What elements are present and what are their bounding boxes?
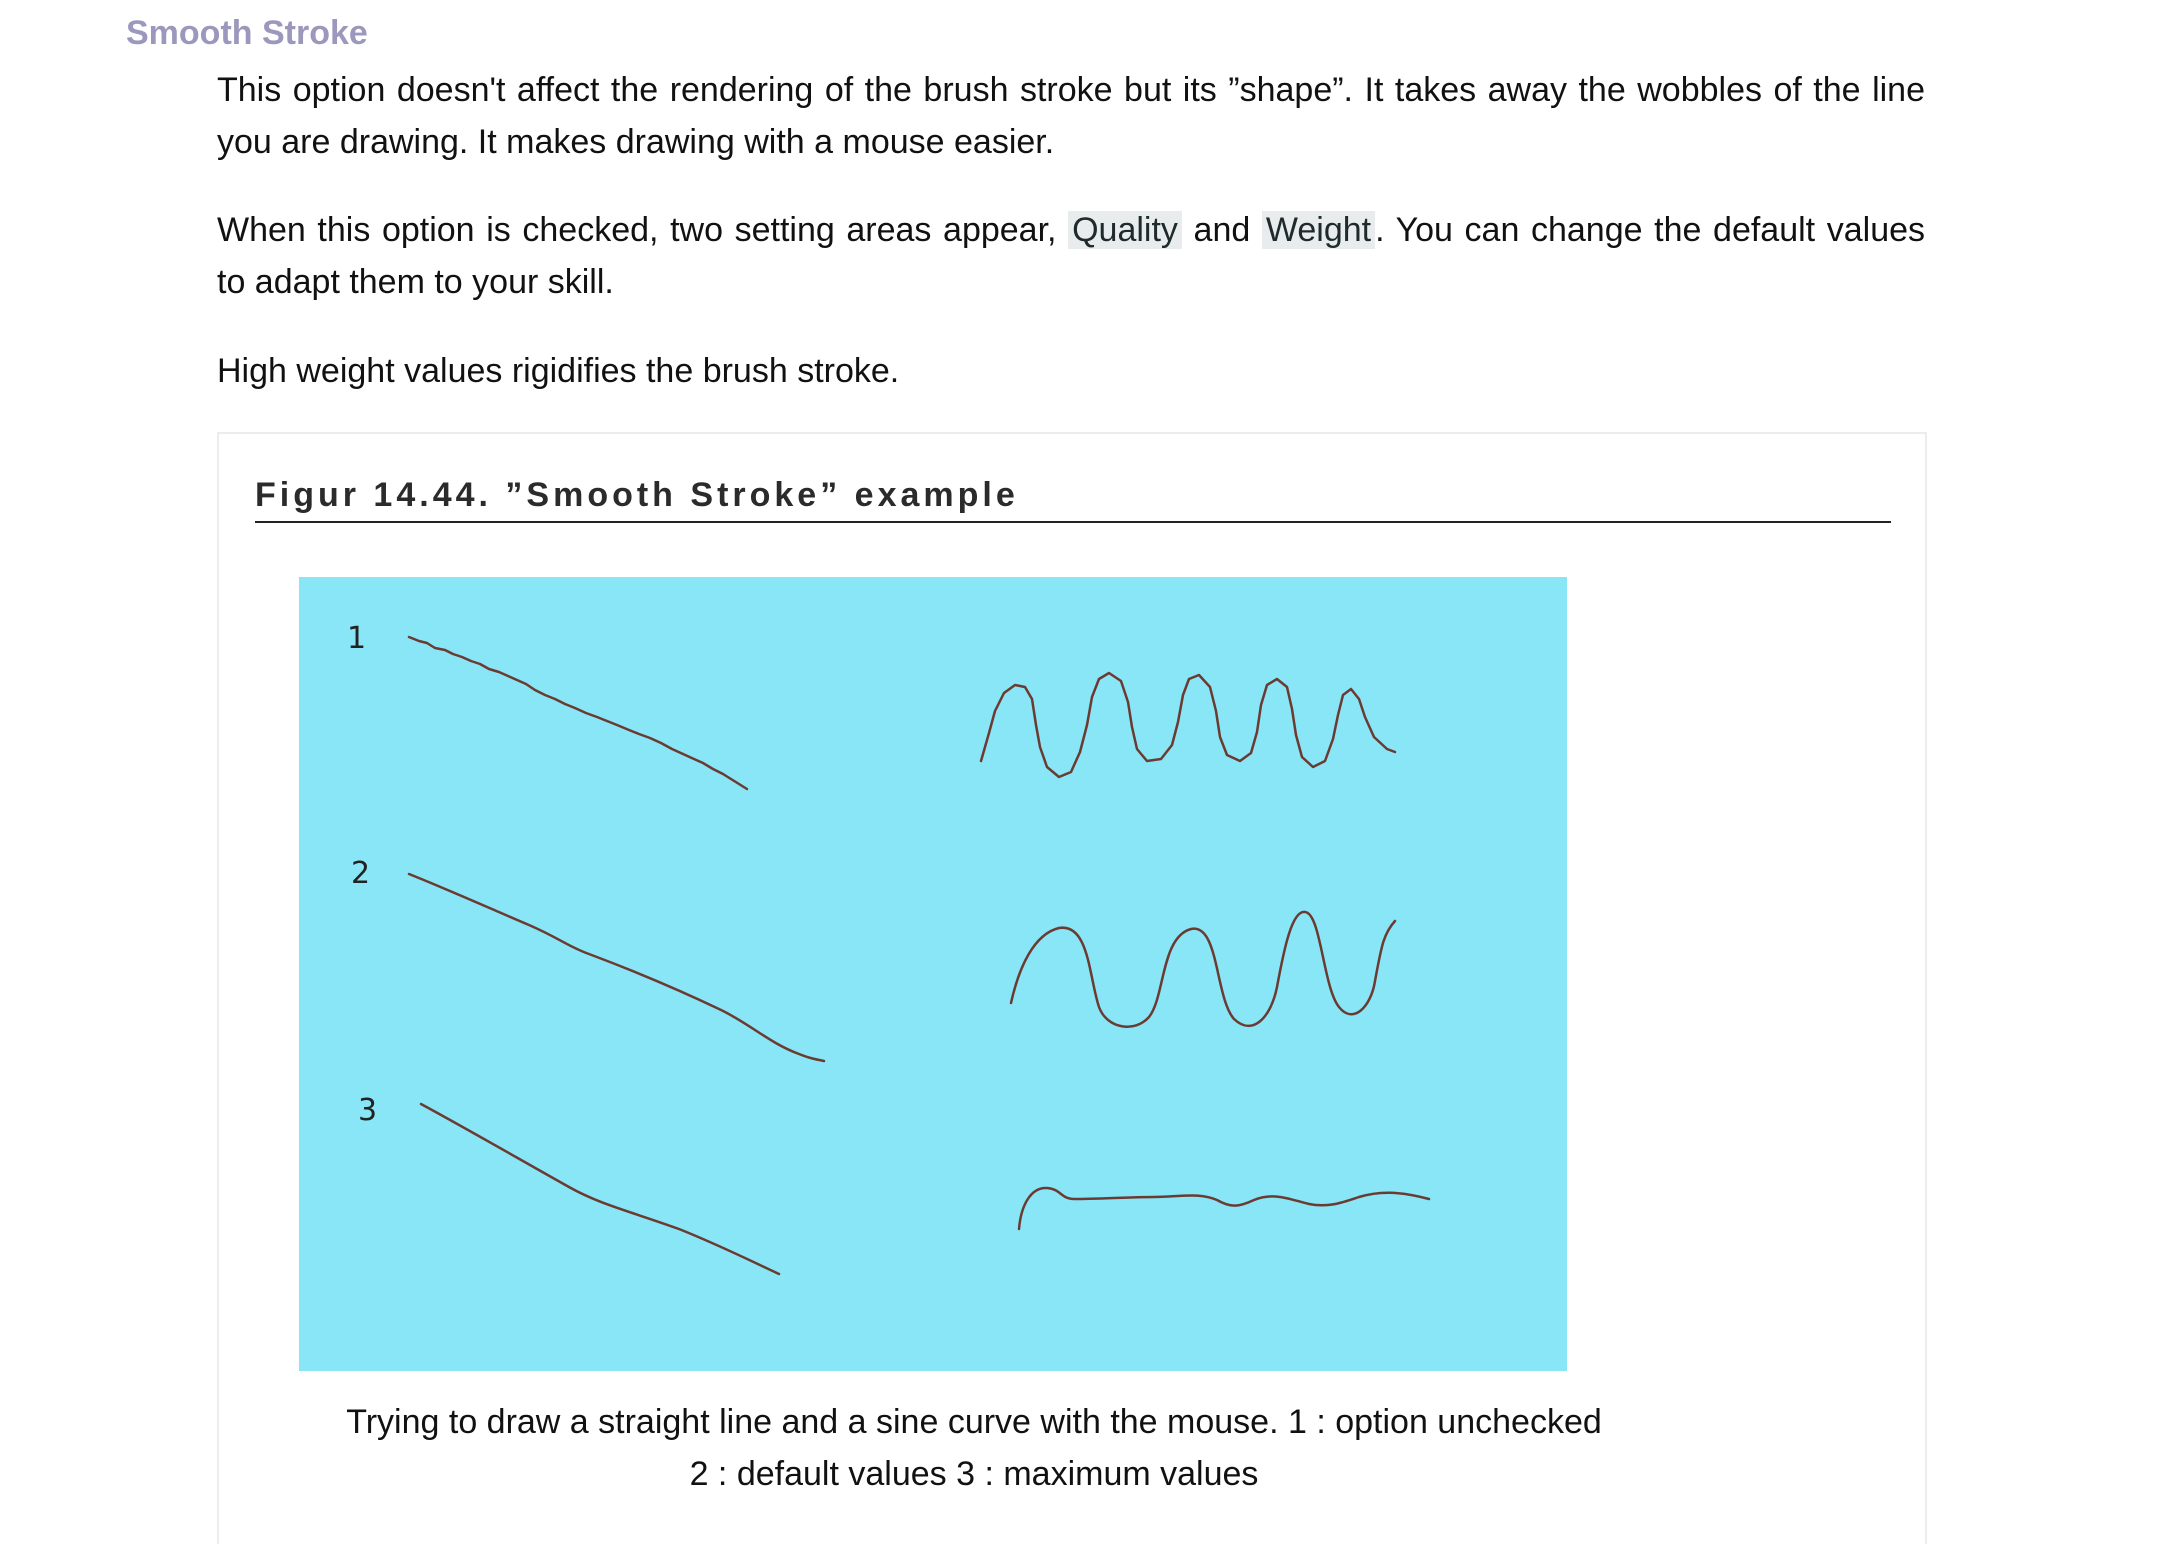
settings-text-after: . You can change the default values to adapt them to your skill. (217, 211, 1926, 301)
section-title: Smooth Stroke (126, 14, 368, 52)
stroke-row3-line (421, 1104, 779, 1274)
stroke-row2-sine (1011, 912, 1395, 1027)
figure-title: Figur 14.44. ”Smooth Stroke” example (255, 476, 1891, 523)
weight-gui-label: Weight (1262, 211, 1375, 249)
smooth-stroke-example-image (299, 577, 1567, 1371)
strokes-drawing (299, 577, 1567, 1371)
settings-paragraph (217, 204, 1925, 308)
quality-gui-label: Quality (1068, 211, 1182, 249)
settings-text-and: and (1181, 211, 1262, 249)
stroke-row3-sine (1019, 1188, 1429, 1229)
stroke-row1-sine (981, 673, 1395, 777)
row-label-2: 2 (351, 856, 371, 891)
description-paragraph: This option doesn't affect the rendering of the brush stroke but its ”shape”. It takes away the wobbles of the line you are drawing. It makes drawing with a mouse easier. (217, 71, 1925, 161)
settings-text-before: When this option is checked, two setting areas appear, (217, 211, 1069, 249)
row-label-1: 1 (347, 621, 367, 656)
row-label-3: 3 (358, 1093, 378, 1128)
stroke-row2-line (409, 874, 824, 1061)
stroke-row1-line (409, 637, 747, 789)
weight-note-paragraph: High weight values rigidifies the brush stroke. (217, 352, 900, 390)
caption-line-1: Trying to draw a straight line and a sine curve with the mouse. 1 : option unchecked (346, 1403, 1602, 1441)
caption-line-2: 2 : default values 3 : maximum values (689, 1455, 1259, 1493)
figure-caption (279, 1396, 1669, 1500)
figure-container (217, 432, 1927, 1544)
